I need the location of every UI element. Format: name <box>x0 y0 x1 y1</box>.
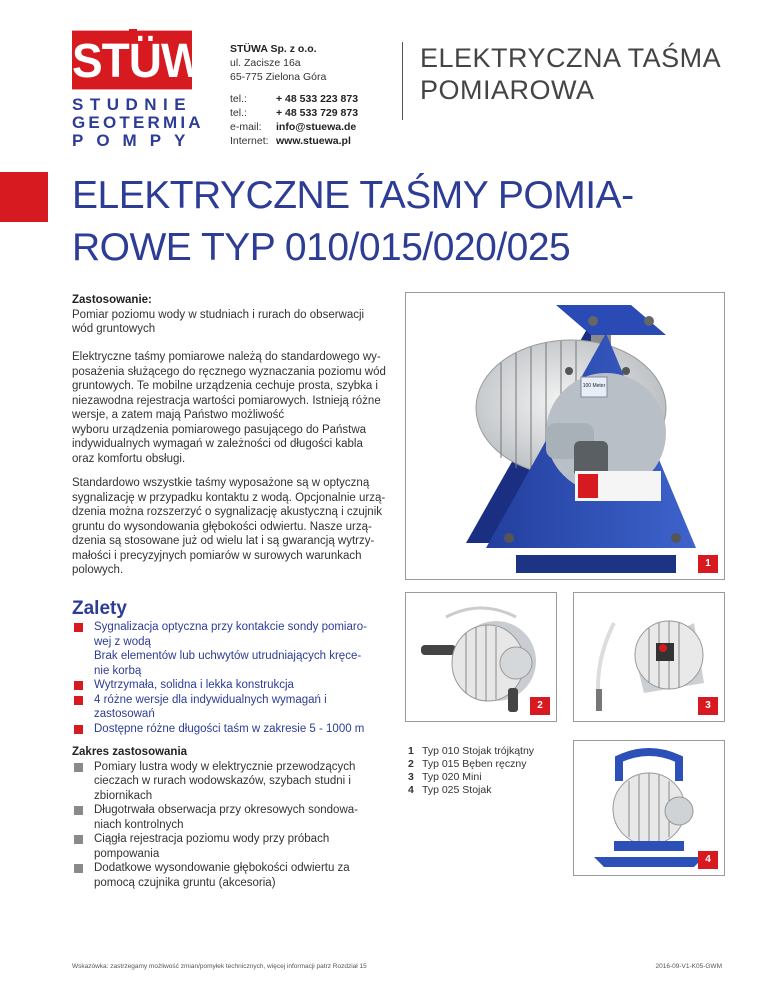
list-item <box>72 861 392 890</box>
contact-row <box>230 134 358 148</box>
text-line: gruntu do wysondowania głębokości odwiertu. Nasze urzą- <box>72 520 372 533</box>
legend-item <box>408 771 534 784</box>
image-badge-2: 2 <box>530 697 550 715</box>
company-address <box>230 42 326 84</box>
legend-text: Typ 010 Stojak trójkątny <box>422 745 535 757</box>
logo-line-2: GEOTERMIA <box>72 113 204 132</box>
bullet-square-icon <box>74 725 83 734</box>
header-title-line: ELEKTRYCZNA TAŚMA <box>420 43 722 73</box>
text-line: Wytrzymała, solidna i lekka konstrukcja <box>94 679 294 691</box>
legend-number: 3 <box>408 771 414 783</box>
list-item <box>72 620 392 678</box>
bullet-square-icon <box>74 835 83 844</box>
company-street: ul. Zacisze 16a <box>230 57 301 69</box>
text-line: zbiornikach <box>94 789 153 802</box>
advantages-list <box>72 620 392 736</box>
legend-number: 1 <box>408 745 414 757</box>
text-line: Sygnalizacja optyczna przy kontakcie sondy pomiaro- <box>94 621 367 633</box>
text-line: Długotrwała obserwacja przy okresowych sondowa- <box>94 804 358 816</box>
application-section <box>72 293 392 337</box>
bullet-square-icon <box>74 806 83 815</box>
company-city: 65-775 Zielona Góra <box>230 71 327 83</box>
text-line: Pomiary lustra wody w elektrycznie przewodzących <box>94 760 356 773</box>
legend-item <box>408 784 534 797</box>
logo-line-1: STUDNIE <box>72 95 193 114</box>
image-badge-4: 4 <box>698 851 718 869</box>
text-line: nie korbą <box>94 664 142 677</box>
triangle-stand-illustration <box>406 293 724 579</box>
contact-row <box>230 92 358 106</box>
legend-number: 2 <box>408 758 414 770</box>
text-line: wej z wodą <box>94 635 151 648</box>
website-link[interactable]: www.stuewa.pl <box>276 135 351 147</box>
text-line: Brak elementów lub uchwytów utrudniających kręce- <box>94 650 362 662</box>
logo-line-3: POMPY <box>72 131 199 150</box>
header-title <box>420 42 721 106</box>
image-badge-1: 1 <box>698 555 718 573</box>
list-item <box>72 722 392 737</box>
phone-1[interactable]: + 48 533 223 873 <box>276 93 359 105</box>
bullet-square-icon <box>74 623 83 632</box>
legend-text: Typ 015 Bęben ręczny <box>422 758 527 770</box>
list-item <box>72 832 392 861</box>
text-line: wód gruntowych <box>72 323 156 335</box>
text-line: pomocą czujnika gruntu (akcesoria) <box>94 876 276 889</box>
text-line: wyboru urządzenia pomiarowego pasującego do Państwa <box>72 423 367 436</box>
text-line: niach kontrolnych <box>94 818 184 831</box>
text-line: dzenia są stosowane już od wielu lat i są gwarancją wytrzy- <box>72 535 375 547</box>
text-line: małości i precyzyjnych pomiarów w surowych warunkach <box>72 549 362 562</box>
email-link[interactable]: info@stuewa.de <box>276 121 357 133</box>
tape-length-label: 100 Meter <box>582 383 606 389</box>
page-title-line: ELEKTRYCZNE TAŚMY POMIA- <box>72 174 634 217</box>
list-item <box>72 693 392 722</box>
footer-code: 2016-09-V1-K05-GWM <box>655 963 722 970</box>
text-line: 4 różne wersje dla indywidualnych wymagań i <box>94 693 327 706</box>
image-legend <box>408 745 534 797</box>
contact-key: e-mail: <box>230 121 262 133</box>
page-title <box>72 170 634 274</box>
bullet-square-icon <box>74 696 83 705</box>
contact-row <box>230 120 358 134</box>
legend-text: Typ 020 Mini <box>422 771 482 783</box>
list-item <box>72 803 392 832</box>
legend-item <box>408 758 534 771</box>
bullet-square-icon <box>74 763 83 772</box>
text-line: indywidualnych wymagań w zależności od długości kabla <box>72 438 363 450</box>
product-image-type-025 <box>573 740 725 876</box>
text-line: posażenia służącego do ręcznego wyznaczania poziomu wód <box>72 365 386 378</box>
text-line: dzenia można rozszerzyć o sygnalizację akustyczną i czujnik <box>72 506 382 518</box>
red-side-mark <box>0 172 48 222</box>
bullet-square-icon <box>74 864 83 873</box>
company-name: STÜWA Sp. z o.o. <box>230 43 317 55</box>
logo-wordmark: STÜWA <box>72 31 192 90</box>
image-badge-3: 3 <box>698 697 718 715</box>
company-contacts <box>230 92 358 148</box>
stuewa-logo <box>72 28 234 150</box>
text-line: oraz komfortu obsługi. <box>72 452 186 465</box>
legend-number: 4 <box>408 784 414 796</box>
footer-note: Wskazówka: zastrzegamy możliwość zmian/pomyłek technicznych, więcej informacji patrz Rozdział 15 <box>72 963 367 970</box>
text-line: gruntowych. Te mobilne urządzenia cechuje prosta, szybka i <box>72 380 378 392</box>
list-item <box>72 760 392 804</box>
header-divider <box>402 42 403 120</box>
advantages-heading: Zalety <box>72 598 127 619</box>
header-title-line: POMIAROWA <box>420 75 595 105</box>
text-line: polowych. <box>72 564 124 576</box>
legend-text: Typ 025 Stojak <box>422 784 492 796</box>
scope-heading: Zakres zastosowania <box>72 746 188 758</box>
page-title-line: ROWE TYP 010/015/020/025 <box>72 226 571 269</box>
contact-row <box>230 106 358 120</box>
bullet-square-icon <box>74 681 83 690</box>
text-line: Ciągła rejestracja poziomu wody przy próbach <box>94 833 330 845</box>
text-line: Pomiar poziomu wody w studniach i rurach do obserwacji <box>72 308 365 321</box>
text-line: Standardowo wszystkie taśmy wyposażone są w optyczną <box>72 477 370 489</box>
text-line: sygnalizację w przypadku kontaktu z wodą. Opcjonalnie urzą- <box>72 491 386 504</box>
text-line: zastosowań <box>94 708 155 720</box>
text-line: cieczach w rurach wodowskazów, szybach studni i <box>94 775 351 787</box>
intro-paragraph <box>72 350 392 466</box>
product-image-type-010 <box>405 292 725 580</box>
text-line: Dostępne różne długości taśm w zakresie 5 - 1000 m <box>94 722 365 735</box>
text-line: niezawodna rejestracja wartości pomiarowych. Istnieją różne <box>72 394 381 407</box>
contact-key: tel.: <box>230 107 247 119</box>
list-item <box>72 678 392 693</box>
product-image-type-015 <box>405 592 557 722</box>
phone-2[interactable]: + 48 533 729 873 <box>276 107 359 119</box>
contact-key: Internet: <box>230 135 269 147</box>
scope-list <box>72 760 392 891</box>
legend-item <box>408 745 534 758</box>
text-line: pompowania <box>94 847 160 860</box>
product-image-type-020 <box>573 592 725 722</box>
contact-key: tel.: <box>230 93 247 105</box>
text-line: Elektryczne taśmy pomiarowe należą do standardowego wy- <box>72 351 381 363</box>
features-paragraph <box>72 476 392 578</box>
application-heading: Zastosowanie: <box>72 294 152 306</box>
text-line: Dodatkowe wysondowanie głębokości odwiertu za <box>94 862 350 874</box>
text-line: wersje, a zatem mają Państwo możliwość <box>72 409 285 421</box>
scope-section <box>72 745 392 890</box>
